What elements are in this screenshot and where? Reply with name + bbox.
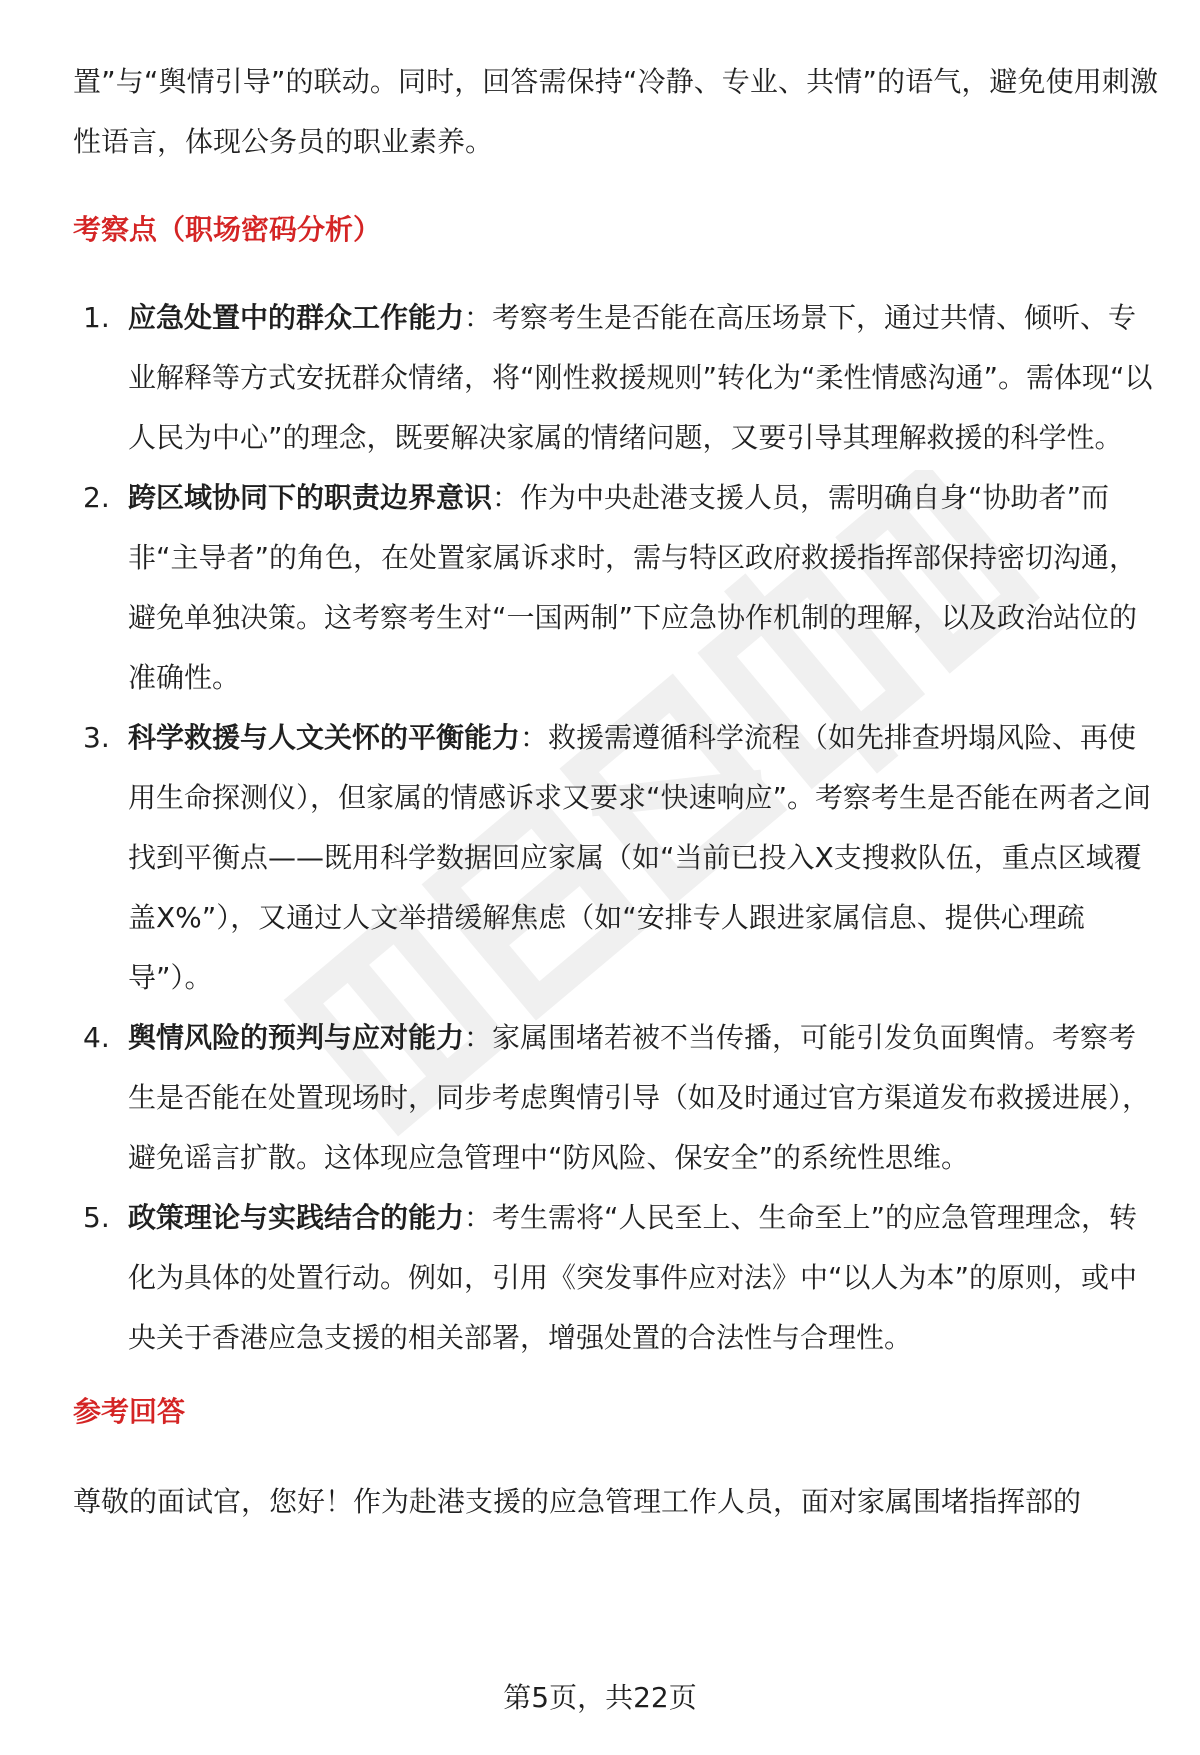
list-item bbox=[73, 468, 1158, 708]
list-item-term: 跨区域协同下的职责边界意识 bbox=[128, 481, 493, 514]
page-number: 第5页，共22页 bbox=[503, 1681, 697, 1714]
list-item-number: 2. bbox=[83, 481, 110, 514]
list-item-text: ：作为中央赴港支援人员，需明确自身“协助者”而非“主导者”的角色，在处置家属诉求时，需与特区政府救援指挥部保持密切沟通，避免单独决策。这考察考生对“一国两制”下应急协作机制的理解，以及政治站位的准确性。 bbox=[128, 481, 1138, 694]
list-item bbox=[73, 288, 1158, 468]
list-item-text: ：救援需遵循科学流程（如先排查坍塌风险、再使用生命探测仪），但家属的情感诉求又要求“快速响应”。考察考生是否能在两者之间找到平衡点——既用科学数据回应家属（如“当前已投入X支搜救队伍，重点区域覆盖X%”），又通过人文举措缓解焦虑（如“安排专人跟进家属信息、提供心理疏导”）。 bbox=[128, 721, 1152, 994]
list-item-number: 1. bbox=[83, 301, 110, 334]
list-item-text: ：家属围堵若被不当传播，可能引发负面舆情。考察考生是否能在处置现场时，同步考虑舆情引导（如及时通过官方渠道发布救援进展），避免谣言扩散。这体现应急管理中“防风险、保安全”的系统性思维。 bbox=[128, 1021, 1151, 1174]
list-item bbox=[73, 1008, 1158, 1188]
list-item bbox=[73, 708, 1158, 1008]
list-item-term: 舆情风险的预判与应对能力 bbox=[128, 1021, 465, 1054]
list-item-term: 科学救援与人文关怀的平衡能力 bbox=[128, 721, 521, 754]
list-item-number: 3. bbox=[83, 721, 110, 754]
list-item-term: 应急处置中的群众工作能力 bbox=[128, 301, 465, 334]
list-item-number: 4. bbox=[83, 1021, 110, 1054]
section-heading-reference-answer: 参考回答 bbox=[73, 1395, 186, 1428]
document-body bbox=[73, 52, 1158, 1532]
list-item-text: ：考生需将“人民至上、生命至上”的应急管理理念，转化为具体的处置行动。例如，引用《突发事件应对法》中“以人为本”的原则，或中央关于香港应急支援的相关部署，增强处置的合法性与合理性。 bbox=[128, 1201, 1138, 1354]
list-item-term: 政策理论与实践结合的能力 bbox=[128, 1201, 465, 1234]
list-item bbox=[73, 1188, 1158, 1368]
section-heading-exam-points: 考察点（职场密码分析） bbox=[73, 213, 382, 246]
exam-points-list bbox=[73, 288, 1158, 1368]
answer-paragraph: 尊敬的面试官，您好！作为赴港支援的应急管理工作人员，面对家属围堵指挥部的 bbox=[73, 1485, 1082, 1518]
list-item-text: ：考察考生是否能在高压场景下，通过共情、倾听、专业解释等方式安抚群众情绪，将“刚性救援规则”转化为“柔性情感沟通”。需体现“以人民为中心”的理念，既要解决家属的情绪问题，又要引导其理解救援的科学性。 bbox=[128, 301, 1153, 454]
intro-paragraph: 置”与“舆情引导”的联动。同时，回答需保持“冷静、专业、共情”的语气，避免使用刺激性语言，体现公务员的职业素养。 bbox=[73, 65, 1158, 158]
list-item-number: 5. bbox=[83, 1201, 110, 1234]
